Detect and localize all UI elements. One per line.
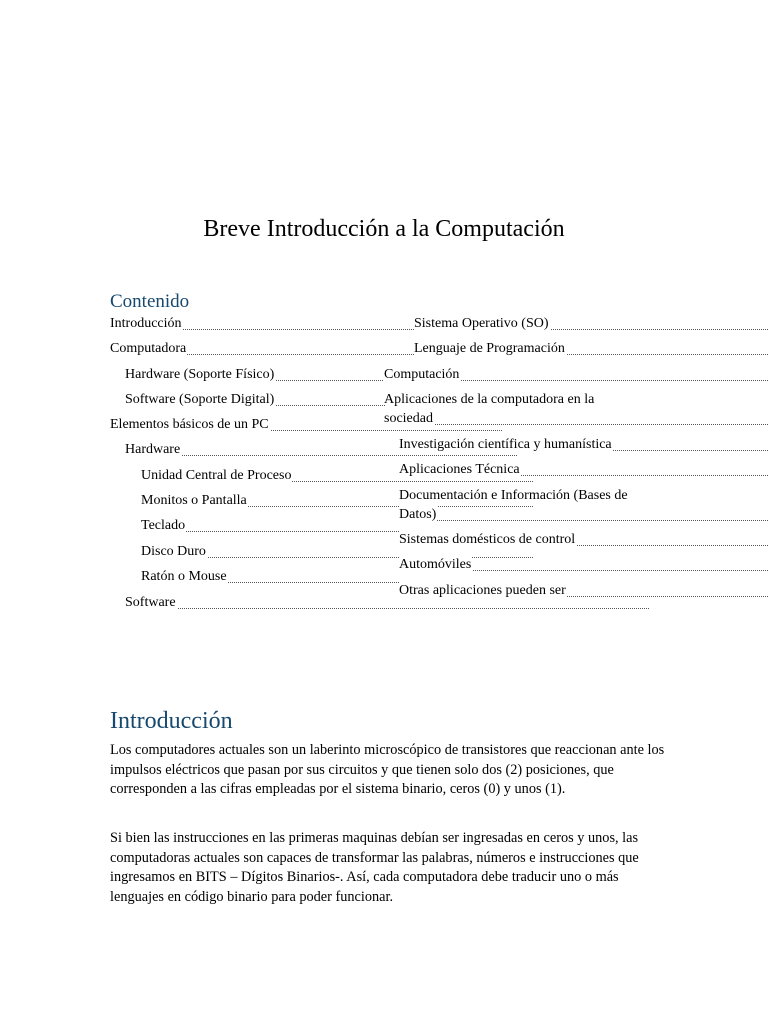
toc-entry-software-soporte[interactable]	[125, 390, 385, 409]
toc-entry-label: Hardware (Soporte Físico)	[125, 367, 275, 382]
toc-entry-documentacion[interactable]	[399, 486, 768, 526]
toc-entry-otras-aplicaciones[interactable]	[399, 581, 768, 600]
toc-entry-label: Computadora	[110, 341, 187, 356]
toc-entry-label: Automóviles	[399, 557, 472, 572]
toc-entry-hardware-soporte[interactable]	[125, 365, 385, 384]
page-title: Breve Introducción a la Computación	[203, 216, 565, 242]
toc-leader	[384, 424, 768, 425]
toc-entry-computadora[interactable]	[110, 339, 416, 358]
toc-entry-label: Investigación científica y humanística	[399, 437, 612, 452]
toc-entry-label: Teclado	[141, 518, 186, 533]
toc-entry-label: Disco Duro	[141, 544, 206, 559]
toc-heading: Contenido	[110, 291, 190, 312]
toc-entry-investigacion[interactable]	[399, 435, 768, 454]
toc-entry-label: Aplicaciones Técnica	[399, 462, 520, 477]
toc-entry-label: Software	[125, 595, 176, 610]
toc-entry-introduccion[interactable]	[110, 314, 416, 333]
toc-entry-computacion[interactable]	[384, 365, 768, 384]
toc-leader	[399, 520, 768, 521]
toc-entry-label: Ratón o Mouse	[141, 569, 227, 584]
toc-leader	[125, 608, 649, 609]
toc-entry-aplicaciones-tecnica[interactable]	[399, 460, 768, 479]
toc-entry-label: Hardware	[125, 442, 181, 457]
toc-entry-label: Software (Soporte Digital)	[125, 392, 275, 407]
toc-entry-label: Unidad Central de Proceso	[141, 468, 292, 483]
toc-leader	[125, 455, 517, 456]
toc-entry-lenguaje[interactable]	[414, 339, 768, 358]
toc-entry-label-cont: Datos)	[399, 507, 437, 522]
toc-entry-label-cont: sociedad	[384, 411, 433, 426]
toc-entry-label: Computación	[384, 367, 460, 382]
toc-entry-label: Introducción	[110, 316, 182, 331]
toc-entry-label: Otras aplicaciones pueden ser	[399, 583, 566, 598]
toc-entry-aplicaciones-sociedad[interactable]	[384, 390, 768, 430]
toc-entry-label: Aplicaciones de la computadora en la	[384, 392, 595, 407]
toc-entry-label: Sistema Operativo (SO)	[414, 316, 549, 331]
toc-entry-label: Sistemas domésticos de control	[399, 532, 576, 547]
toc-entry-label: Monitos o Pantalla	[141, 493, 247, 508]
body-paragraph: Los computadores actuales son un laberinto microscópico de transistores que reaccionan ante los impulsos eléctricos que pasan por sus circuitos y que tienen solo dos (2) posiciones, que corresponden a las cifras empleadas por el sistema binario, ceros (0) y unos (1).	[110, 742, 665, 798]
toc-entry-label: Lenguaje de Programación	[414, 341, 565, 356]
toc-entry-sistema-operativo[interactable]	[414, 314, 768, 333]
section-heading-introduccion: Introducción	[110, 708, 233, 734]
toc-entry-label: Elementos básicos de un PC	[110, 417, 269, 432]
body-paragraph: Si bien las instrucciones en las primeras maquinas debían ser ingresadas en ceros y unos, las computadoras actuales son capaces de transformar las palabras, números e instrucciones que ingresamos en BITS – Dígitos Binarios-. Así, cada computadora debe traducir uno o más lenguajes en código binario para poder funcionar.	[110, 830, 639, 905]
toc-entry-label: Documentación e Información (Bases de	[399, 488, 628, 503]
toc-entry-sistemas-domesticos[interactable]	[399, 530, 768, 549]
toc-entry-automoviles[interactable]	[399, 555, 768, 574]
